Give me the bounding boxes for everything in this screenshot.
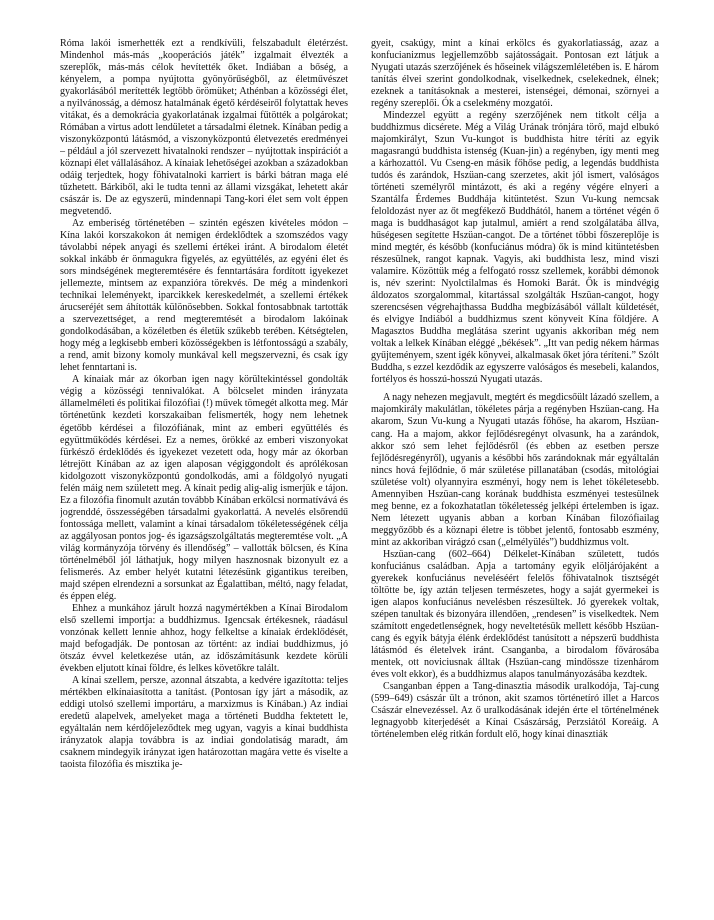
left-column xyxy=(60,38,348,912)
paragraph: Az emberiség történetében – szintén egészen kivételes módon – Kína lakói korszakokon át nemigen érdeklődtek a szomszédos vagy távolabbi népek anyagi és szellemi értékei iránt. A birodalom életét sokkal inkább ér önmagukra figyelés, az együttélés, az egyéni élet és sors mindségének megteremtésére és fenntartására fordított igyekezet jellemezte, mintsem az expanzióra törekvés. De még a mindenkori technikai leleményekt, iparcikkek kereskedelmét, a szellemi értékek árucseréjét sem áhították különösebben. Sokkal fontosabbnak tartották a szervezettséget, a rend megteremtését a birodalom lakóinak gondolkodásában, a közéletben és életük szűkebb terében. Kétségtelen, hogy még a legkisebb emberi közösségekben is létfontosságú a szabály, a rend, amit bizony komoly munkával kell megszervezni, és csak így lehet fenntartani is. xyxy=(60,218,348,374)
right-column xyxy=(371,38,659,912)
paragraph: A kínaiak már az ókorban igen nagy körültekintéssel gondolták végig a közösségi tennivalókat. A bölcselet minden irányzata államelméleti és politikai filozófiai (!) művek tömegét alkotta meg. Már történetünk kezdeti korszakaiban felismerték, hogy nem lehetnek égetőbb kérdései a filozófiának, mint az emberi együttélés és együttműködés kérdései. Ez a nemes, örökké az emberi viszonyokat fürkésző érdeklődés és igyekezet vezetett oda, hogy már az ókorban létrejött Kínában az az igen alaposan végiggondolt és aprólékosan kidolgozott viszonyközpontú gondolkodás, ami a földgolyó nyugati felén máig nem született meg. A kínait pedig alig-alig ismerjük e tájon. Ez a filozófia finomult azután továbbb Kínában erkölcsi normatívává és jogrenddé, összességében társadalmi gyakorlattá. A nevelés elsőrendű fontossága mellett, valamint a kínai társadalom tökéletességének célja az aggályosan pontos jog- és igazságszolgáltatás megteremtése volt. „A világ kormányzója törvény és illendőség” – vallották bölcsen, és Kína történelméből jól láthatjuk, hogy milyen hasznosnak bizonyult ez a felismerés. Az ember helyét kutatni létezésünk gigantikus tereiben, majd szépen elrendezni a sorsunkat az Égalattiban, méltó, nagy feladat, és éppen elég. xyxy=(60,374,348,602)
paragraph: Csanganban éppen a Tang-dinasztia második uralkodója, Taj-cung (599–649) császár ült a trónon, akit szamos történetíró illet a Harcos Császár elnevezéssel. Az ő uralkodásának idején érte el történelmének legnagyobb kiterjedését a Kínai Császárság, Perzsiától Koreáig. A történelemben elég ritkán fordult elő, hogy kínai dinasztiák xyxy=(371,680,659,740)
paragraph: A nagy nehezen megjavult, megtért és megdicsőült lázadó szellem, a majomkirály makulátlan, tökéletes párja a regényben Hszüan-cang. Ha akarom, Szun Vu-kung a Nyugati utazás főhőse, ha akarom, Hszüan-cang. Ha a majom, akkor fejlődésregényt olvasunk, ha a zarándok, akkor szó sem lehet fejlődésről (és ebben az esetben persze fejlődésregényről), ugyanis a későbbi hős zarándoknak már egyáltalán nincs hová fejlődnie, ő már születése pillanatában (csodás, mitológiai születése volt) olyannyira eszményi, hogy nem is lehet tökéletesebb. Amennyiben Hszüan-cang korának buddhista eszményei testesülnek meg benne, ez a fokozhatatlan tökéletesség jelképi értelemben is igaz. Nem létezett ugyanis abban a korban Kínában filozófiailag meggyőzőbb és a köznapi életre is többet jelentő, fontosabb eszmény, mint az akkoriban virágzó csan („elmélyülés”) buddhizmus volt. xyxy=(371,392,659,548)
paragraph: Róma lakói ismerhették ezt a rendkívüli, felszabadult életérzést. Mindenhol más-más „kooperációs játék” izgalmait élvezték a szereplők, más-más célok hevítették őket. Indiában a bőség, a kényelem, a pompa nyújtotta gyönyörűségből, az életművészet gyakorlásából merítették legtöbb örömüket; Athénban a közösségi élet, a nyilvánosság, a démosz hatalmának égető kérdéseiről folytattak heves vitákat, és a demokrácia gyakorlatának izgalmai fűtötték a polgárokat; Rómában a virtus adott lendületet a társadalmi életnek. Kínában pedig a viszonyközpontú látásmód, a viszonyközpontú életvezetés eredményei – például a jól szervezett hivatalnoki rendszer – nyújtottak inspirációt a köznapi élet vállalásához. A kínaiak lehetőségei azokban a századokban odáig terjedtek, hogy föhivatalnoki karriert is bárki bátran maga elé tűzhetett. Bárkiből, aki le tudta tenni az állami vizsgákat, lehetett akár császár is. De az egyszerű, mindennapi Tang-kori élet sem volt éppen megvetendő. xyxy=(60,38,348,218)
paragraph: A kínai szellem, persze, azonnal átszabta, a kedvére igazította: teljes mértékben elkínaiasította a tanítást. (Pontosan így járt a második, az eddigi utolsó szellemi importáru, a marxizmus is Kínában.) Az indiai eredetű alapelvek, amelyeket maga a történeti Buddha fektetett le, egyáltalán nem kérdőjeleződtek meg ugyan, vagyis a kínai buddhista irányzatok alapja továbbra is az indiai gondolatiság maradt, ám csaknem mindegyik irányzat igen határozottan magára vette és viselte a taoista filozófia és misztika je- xyxy=(60,674,348,770)
paragraph: Mindezzel együtt a regény szerzőjének nem titkolt célja a buddhizmus dicsérete. Még a Világ Urának trónjára törő, majd elbukó majomkirályt, Szun Vu-kungot is buddhista hitre téríti az egyik magasrangú buddhista istenség (Kuan-jin) a regényben, így menti meg a kárhozattól. Vu Cseng-en másik főhőse pedig, a legendás buddhista tudós és zarándok, Hszüan-cang szerzetes, akit jól ismert, valóságos történeti személyről mintázott, és aki a regény végére elnyeri a Szantálfa Érdemes Buddhája kitüntetést. Szun Vu-kung nemcsak feloldozást nyer az őt megfékező Buddhától, hanem a történet végén ő maga is buddhaságot kap jutalmul, amiért a rend szolgálatába állva, hűségesen segítette Hszüan-cangot. De a történet többi főszereplője is mind megtér, és később (konfuciánus módra) ők is mind kitüntetésben részesülnek, rangot kapnak. Vagyis, aki buddhista lesz, mind viszi valamire. Közöttük még a felfogató rossz szellemek, korábbi démonok is, név szerint: Nyolctilalmas és Homoki Barát. Ők is mindvégig áldozatos szorgalommal, kitartással szolgálták Hszüan-cangot, hogy szerencsésen végrehajthassa Buddha megbízásából vállalt küldetését, és elvigye Indiából a buddhizmus szent könyveit Kína földjére. A Magasztos Buddha meglátása szerint ugyanis akkoriban még nem voltak a lelkek Kínában eléggé „békések”. „Itt van pedig nékem hármas gyűjteményem, szent igék könyvei, alkalmasak őket jóra téríteni.” Szólt Buddha, s ezzel kezdődik az egyszerre valóságos és mesebeli, kalandos, fortélyos és hosszú-hosszú Nyugati utazás. xyxy=(371,110,659,386)
paragraph: Hszüan-cang (602–664) Délkelet-Kínában született, tudós konfuciánus családban. Apja a tartomány egyik elöljárójaként a gyerekek konfuciánus neveléséért felelős főhivatalnok tisztségét töltötte be, így aztán teljesen természetes, hogy a saját gyermekei is igen alapos konfuciánus nevelésben részesültek. Jó gyerekek voltak, szépen tanultak és bizonyára illendően, „rendesen” is viselkedtek. Nem számított engedetlenségnek, hogy neveltetésük mellett később Hszüan-cang és egyik bátyja élénk érdeklődést tanúsított a népszerű buddhista látásmód és életelvek iránt. Csanganba, a birodalom fővárosába mentek, ott noviciusnak álltak (Hszüan-cang mindössze tizenhárom éves volt ekkor), és a buddhizmus alapos tanulmányozásába kezdtek. xyxy=(371,548,659,680)
paragraph: Ehhez a munkához járult hozzá nagymértékben a Kínai Birodalom első szellemi importja: a buddhizmus. Igencsak értékesnek, ráadásul vonzónak kellett lennie ahhoz, hogy felkeltse a kínaiak érdeklődését, majd befogadják. De pontosan az történt: az indiai buddhizmus, jó ötszáz évvel keletkezése után, az időszámításunk kezdete körüli években eljutott kínai földre, és lelkes követőkre talált. xyxy=(60,602,348,674)
paragraph: gyeit, csakúgy, mint a kínai erkölcs és gyakorlatiasság, azaz a konfucianizmus legjellemzőbb sajátosságait. Pontosan ezt látjuk a Nyugati utazás szerzőjének és hőseinek világszemléletében is. E három tanítás élvei szerint gondolkodnak, viselkednek, cselekednek, élnek; ezeknek a tanításoknak a mesterei, istenségei, démonai, szörnyei a regény szereplői. Ók a cselekmény mozgatói. xyxy=(371,38,659,110)
book-page xyxy=(60,38,659,912)
